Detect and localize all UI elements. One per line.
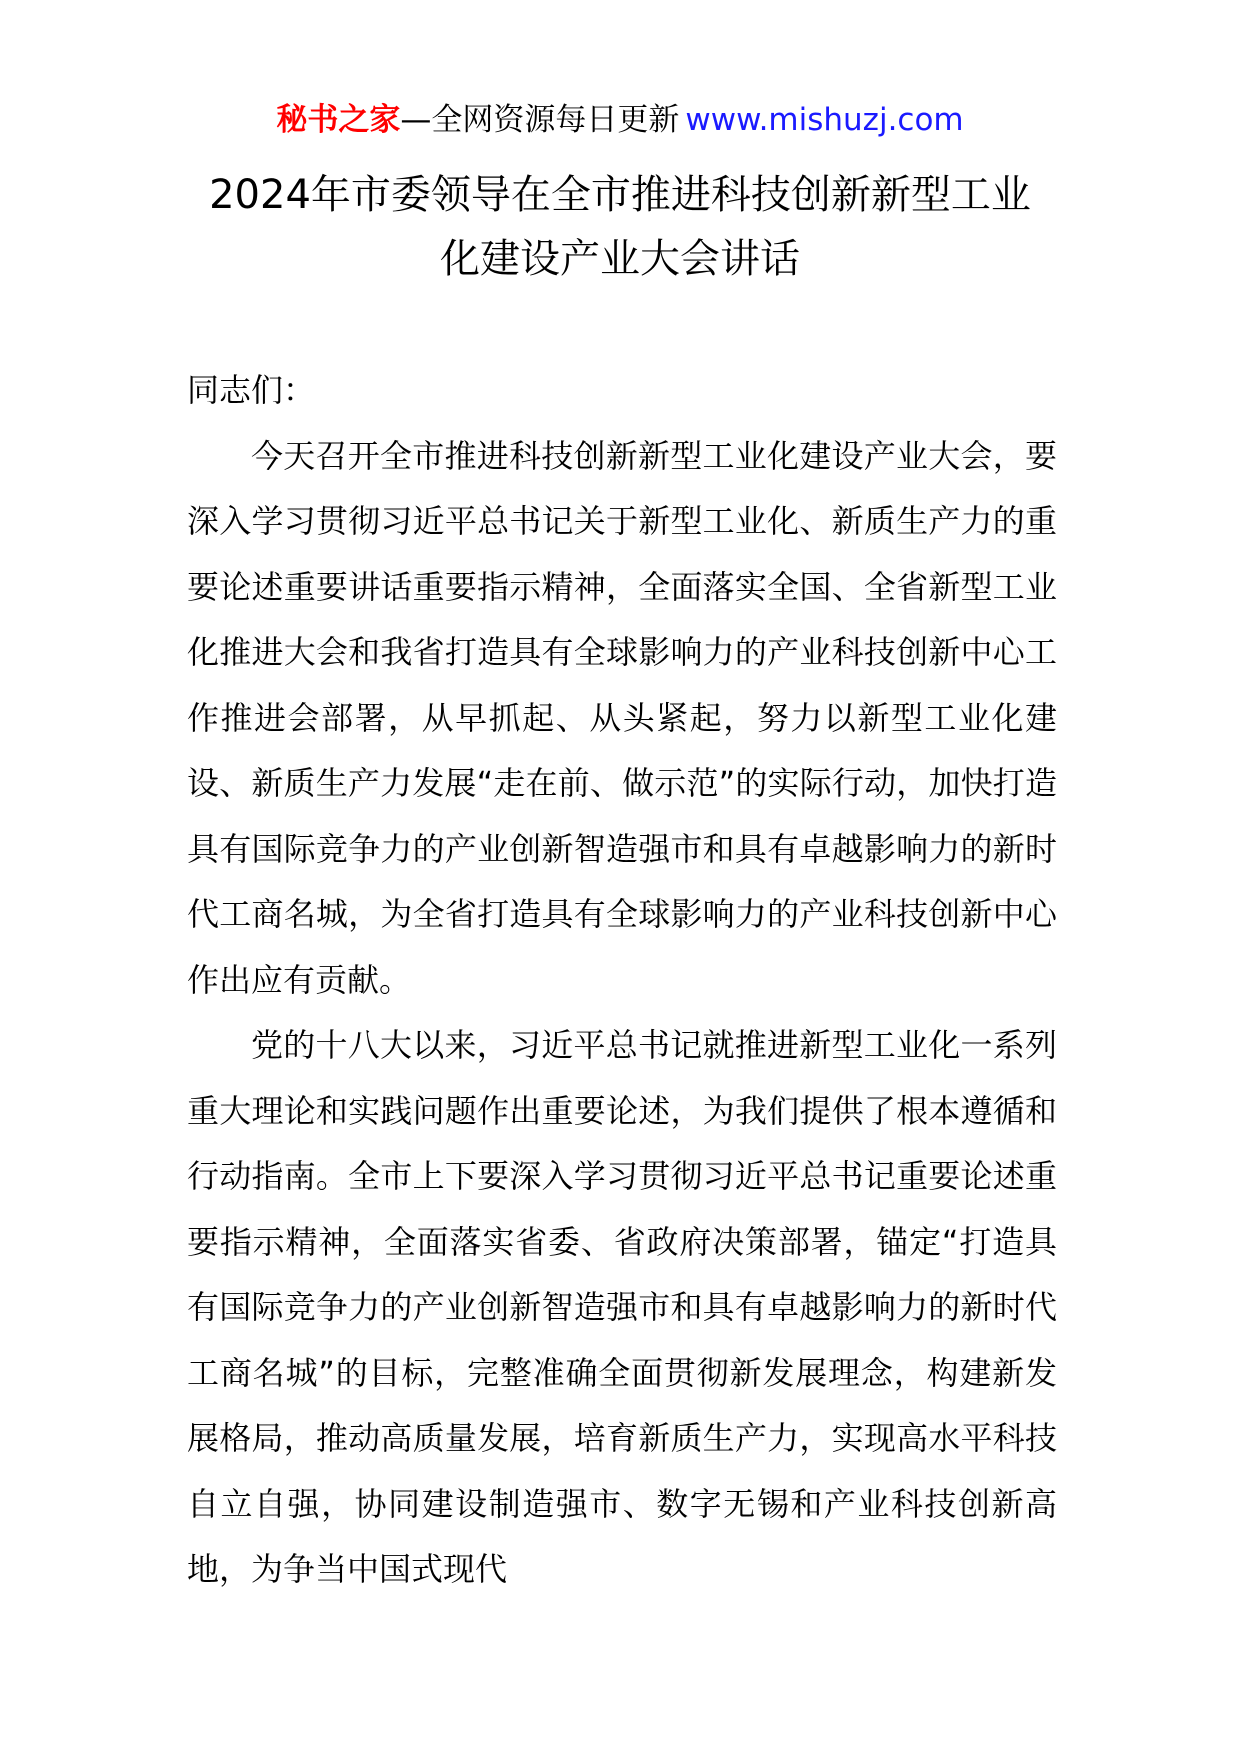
header-tagline: —全网资源每日更新 [400,102,680,138]
salutation: 同志们： [187,371,316,409]
website-link[interactable]: www.mishuzj.com [685,102,964,138]
document-body [187,358,1057,1603]
brand-name: 秘书之家 [276,102,401,138]
paragraph: 今天召开全市推进科技创新新型工业化建设产业大会，要深入学习贯彻习近平总书记关于新型工业化、新质生产力的重要论述重要讲话重要指示精神，全面落实全国、全省新型工业化推进大会和我省打造具有全球影响力的产业科技创新中心工作推进会部署，从早抓起、从头紧起，努力以新型工业化建设、新质生产力发展“走在前、做示范”的实际行动，加快打造具有国际竞争力的产业创新智造强市和具有卓越影响力的新时代工商名城，为全省打造具有全球影响力的产业科技创新中心作出应有贡献。 [187,436,1057,999]
title-line-1: 2024年市委领导在全市推进科技创新新型工业 [209,172,1031,218]
document-title [150,163,1090,291]
paragraph: 党的十八大以来，习近平总书记就推进新型工业化一系列重大理论和实践问题作出重要论述，为我们提供了根本遵循和行动指南。全市上下要深入学习贯彻习近平总书记重要论述重要指示精神，全面落实省委、省政府决策部署，锚定“打造具有国际竞争力的产业创新智造强市和具有卓越影响力的新时代工商名城”的目标，完整准确全面贯彻新发展理念，构建新发展格局，推动高质量发展，培育新质生产力，实现高水平科技自立自强，协同建设制造强市、数字无锡和产业科技创新高地，为争当中国式现代 [187,1026,1057,1588]
title-line-2: 化建设产业大会讲话 [440,236,800,282]
site-header [0,100,1240,140]
